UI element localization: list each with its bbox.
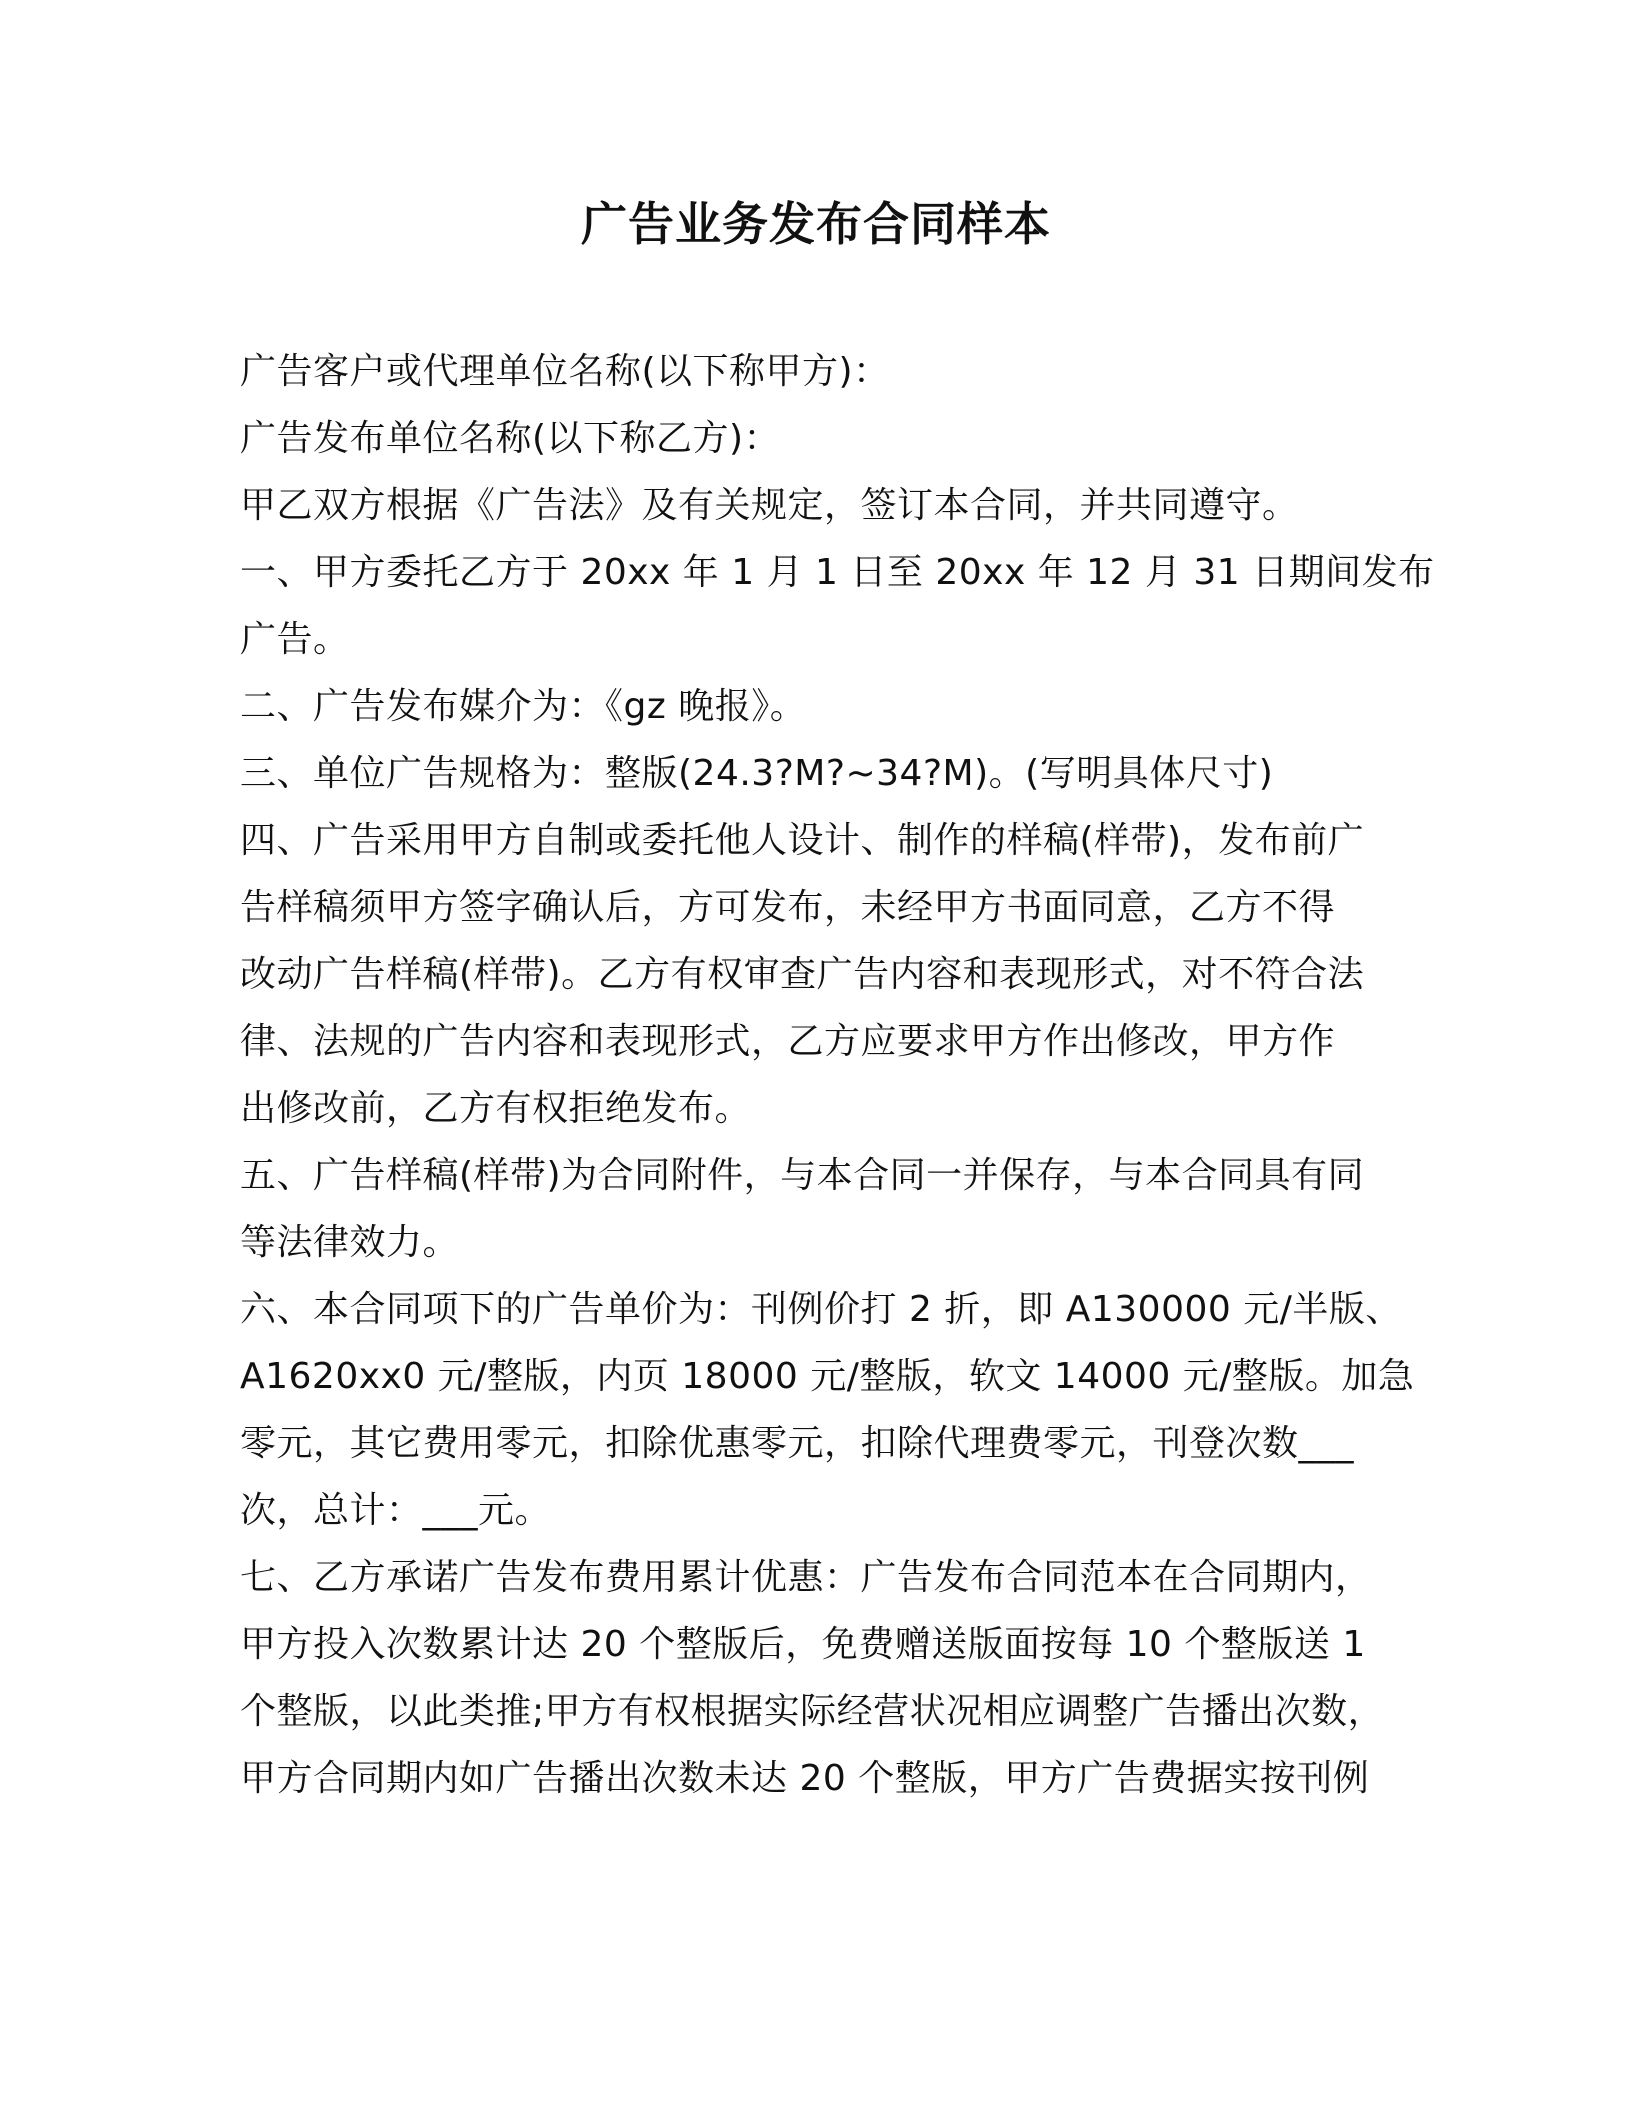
- text-line: 个整版，以此类推;甲方有权根据实际经营状况相应调整广告播出次数，: [240, 1691, 1385, 1732]
- text-line: 等法律效力。: [240, 1222, 460, 1263]
- text-line: 四、广告采用甲方自制或委托他人设计、制作的样稿(样带)，发布前广: [240, 820, 1365, 861]
- text-line: 广告客户或代理单位名称(以下称甲方)：: [240, 351, 890, 392]
- text-line: 七、乙方承诺广告发布费用累计优惠：广告发布合同范本在合同期内，: [240, 1557, 1372, 1598]
- text-line: 次，总计：___元。: [240, 1490, 552, 1531]
- document-title: 广告业务发布合同样本: [581, 197, 1051, 251]
- text-line: 告样稿须甲方签字确认后，方可发布，未经甲方书面同意，乙方不得: [240, 887, 1336, 928]
- document-body: [240, 338, 1435, 1812]
- text-line: 甲方投入次数累计达 20 个整版后，免费赠送版面按每 10 个整版送 1: [240, 1624, 1366, 1665]
- text-line: 律、法规的广告内容和表现形式，乙方应要求甲方作出修改，甲方作: [240, 1021, 1336, 1062]
- text-line: 广告发布单位名称(以下称乙方)：: [240, 418, 781, 459]
- text-line: 一、甲方委托乙方于 20xx 年 1 月 1 日至 20xx 年 12 月 31 日期间发布: [240, 552, 1435, 593]
- text-line: A1620xx0 元/整版，内页 18000 元/整版，软文 14000 元/整版。加急: [240, 1356, 1415, 1397]
- text-line: 甲方合同期内如广告播出次数未达 20 个整版，甲方广告费据实按刊例: [240, 1758, 1370, 1799]
- text-line: 五、广告样稿(样带)为合同附件，与本合同一并保存，与本合同具有同: [240, 1155, 1365, 1196]
- text-line: 六、本合同项下的广告单价为：刊例价打 2 折，即 A130000 元/半版、: [240, 1289, 1402, 1330]
- text-line: 改动广告样稿(样带)。乙方有权审查广告内容和表现形式，对不符合法: [240, 954, 1365, 995]
- text-line: 零元，其它费用零元，扣除优惠零元，扣除代理费零元，刊登次数___: [240, 1423, 1355, 1464]
- text-line: 三、单位广告规格为：整版(24.3?M?~34?M)。(写明具体尺寸): [240, 753, 1274, 794]
- text-line: 甲乙双方根据《广告法》及有关规定，签订本合同，并共同遵守。: [240, 485, 1299, 526]
- text-line: 广告。: [240, 619, 350, 660]
- text-line: 二、广告发布媒介为：《gz 晚报》。: [240, 686, 807, 727]
- text-line: 出修改前，乙方有权拒绝发布。: [240, 1088, 752, 1129]
